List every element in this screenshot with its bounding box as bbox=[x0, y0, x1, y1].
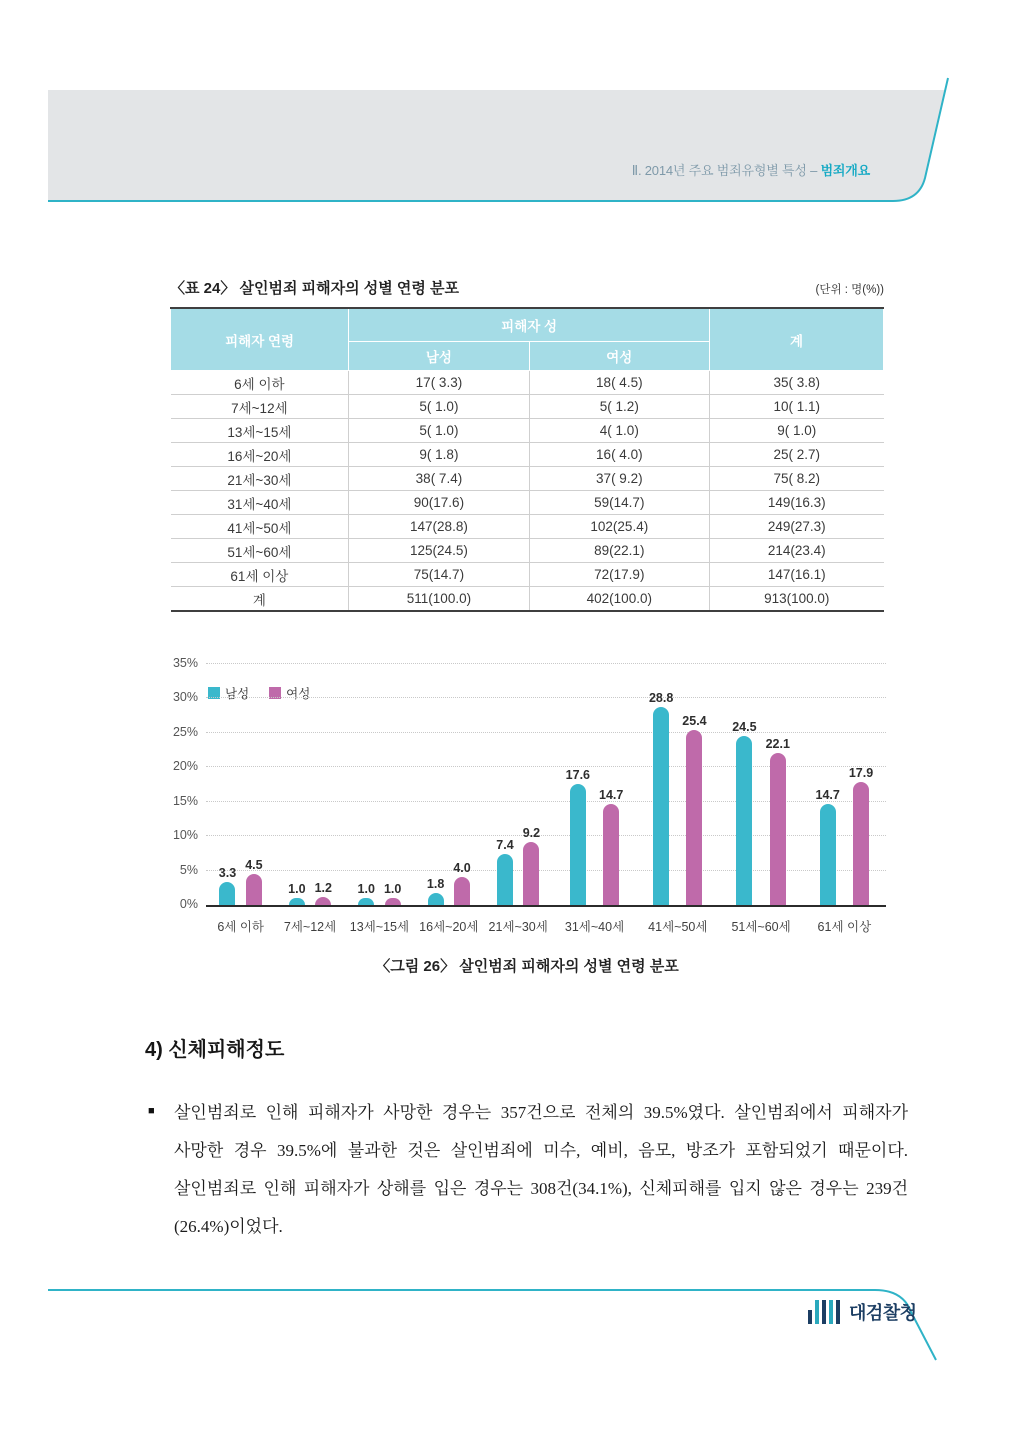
legend-label: 남성 bbox=[225, 687, 250, 701]
bar-value-label: 7.4 bbox=[496, 838, 514, 853]
table-cell: 7세~12세 bbox=[171, 395, 349, 419]
table-cell: 6세 이하 bbox=[234, 376, 285, 392]
bar bbox=[686, 730, 702, 905]
y-axis-tick-label: 10% bbox=[172, 828, 198, 843]
bar-with-label bbox=[427, 877, 444, 905]
table-cell: 149(16.3) bbox=[710, 491, 884, 515]
table-cell: 37( 9.2) bbox=[529, 467, 709, 491]
bar-value-label: 28.8 bbox=[648, 690, 674, 705]
legend-label: 여성 bbox=[286, 687, 311, 701]
table-cell: 18( 4.5) bbox=[529, 371, 709, 395]
y-axis-tick-label: 15% bbox=[172, 793, 198, 808]
col-header-gender-group: 피해자 성 bbox=[349, 308, 710, 342]
table-cell: 13세~15세 bbox=[171, 419, 349, 443]
figure-caption: 〈그림 26〉 살인범죄 피해자의 성별 연령 분포 bbox=[375, 958, 679, 975]
table-row bbox=[171, 371, 884, 395]
bar bbox=[770, 753, 786, 905]
gridline bbox=[206, 663, 886, 664]
section-paragraph bbox=[148, 1094, 908, 1246]
table-cell: 72(17.9) bbox=[529, 563, 709, 587]
bar bbox=[315, 897, 331, 905]
table-cell: 4( 1.0) bbox=[529, 419, 709, 443]
bar-with-label bbox=[732, 720, 756, 905]
y-axis-tick-label: 0% bbox=[179, 897, 198, 911]
table-cell: 35( 3.8) bbox=[710, 371, 884, 395]
col-header-male: 남성 bbox=[349, 342, 529, 371]
bar-group bbox=[731, 720, 791, 934]
table-cell: 75( 8.2) bbox=[710, 467, 884, 491]
bar-with-label bbox=[288, 882, 305, 905]
bar-value-label: 4.0 bbox=[453, 861, 471, 876]
bar-with-label bbox=[219, 866, 236, 905]
bar bbox=[246, 874, 262, 905]
prosecution-service-logo bbox=[808, 1300, 917, 1324]
table-cell: 75(14.7) bbox=[349, 563, 529, 587]
gridline bbox=[206, 697, 886, 698]
bar-group bbox=[648, 690, 708, 934]
bar bbox=[853, 782, 869, 905]
table-row bbox=[171, 443, 884, 467]
x-axis-category-label: 6세 이하 bbox=[217, 920, 265, 934]
table-cell: 59(14.7) bbox=[529, 491, 709, 515]
table-cell: 214(23.4) bbox=[710, 539, 884, 563]
table-cell: 5( 1.0) bbox=[349, 419, 529, 443]
bar-value-label: 9.2 bbox=[522, 825, 541, 840]
bar-value-label: 25.4 bbox=[682, 714, 707, 729]
bar bbox=[385, 898, 401, 905]
table-cell: 5( 1.0) bbox=[349, 395, 529, 419]
bar bbox=[358, 898, 374, 905]
table-row bbox=[171, 539, 884, 563]
x-axis-category-label: 31세~40세 bbox=[564, 920, 625, 934]
bar-with-label bbox=[245, 858, 262, 905]
bar bbox=[820, 804, 836, 905]
table-cell: 147(16.1) bbox=[710, 563, 884, 587]
bar bbox=[570, 784, 586, 905]
table-cell: 61세 이상 bbox=[171, 563, 349, 587]
bar-with-label bbox=[358, 882, 375, 905]
table-cell: 38( 7.4) bbox=[349, 467, 529, 491]
bar-with-label bbox=[599, 788, 623, 905]
breadcrumb-chapter: Ⅱ. 2014년 주요 범죄유형별 특성 – bbox=[631, 163, 821, 178]
table-row bbox=[171, 563, 884, 587]
bar-group bbox=[815, 765, 874, 934]
bar bbox=[736, 736, 752, 905]
victim-age-gender-table bbox=[170, 307, 884, 612]
bar bbox=[219, 882, 235, 905]
y-axis-tick-label: 20% bbox=[172, 759, 198, 774]
table-cell: 9( 1.8) bbox=[349, 443, 529, 467]
bar-group bbox=[217, 858, 265, 934]
bar bbox=[653, 707, 669, 905]
x-axis-category-label: 51세~60세 bbox=[731, 920, 791, 934]
table-cell: 25( 2.7) bbox=[710, 443, 884, 467]
top-banner-shape bbox=[0, 0, 1024, 220]
bar-with-label bbox=[766, 737, 790, 905]
bar-value-label: 17.9 bbox=[848, 765, 874, 780]
x-axis-category-label: 41세~50세 bbox=[648, 920, 708, 934]
bar-value-label: 1.0 bbox=[288, 882, 306, 897]
bar bbox=[523, 842, 539, 905]
table-title: 〈표 24〉 살인범죄 피해자의 성별 연령 분포 bbox=[170, 280, 460, 297]
bar bbox=[603, 804, 619, 905]
paragraph-text: 살인범죄로 인해 피해자가 사망한 경우는 357건으로 전체의 39.5%였다. 살인범죄에서 피해자가 사망한 경우 39.5%에 불과한 것은 살인범죄에 미수, 예비, 음모, 방조가 포함되었기 때문이다. 살인범죄로 인해 피해자가 상해를 입은 경우는 308건(34.1%), 신체피해를 입지 않은 경우는 239건(26.4%)이었다. bbox=[174, 1103, 908, 1236]
breadcrumb bbox=[380, 160, 870, 179]
bar bbox=[289, 898, 305, 905]
breadcrumb-section: 범죄개요 bbox=[820, 163, 870, 178]
table-cell: 16( 4.0) bbox=[529, 443, 709, 467]
chart-plot-area bbox=[206, 664, 886, 934]
bar-value-label: 22.1 bbox=[765, 736, 790, 751]
bar-group bbox=[349, 882, 410, 934]
bar-with-label bbox=[566, 768, 590, 905]
bar-value-label: 1.8 bbox=[426, 876, 445, 891]
table-cell: 511(100.0) bbox=[349, 587, 529, 612]
table-cell: 21세~30세 bbox=[171, 467, 349, 491]
bar-group bbox=[488, 825, 548, 934]
bar-value-label: 3.3 bbox=[218, 866, 237, 881]
table-cell: 89(22.1) bbox=[529, 539, 709, 563]
x-axis-category-label: 61세 이상 bbox=[817, 920, 872, 934]
bar bbox=[497, 854, 513, 905]
table-cell: 102(25.4) bbox=[529, 515, 709, 539]
x-axis-category-label: 16세~20세 bbox=[419, 920, 479, 934]
table-row bbox=[171, 467, 884, 491]
table-cell: 5( 1.2) bbox=[529, 395, 709, 419]
bar bbox=[428, 893, 444, 905]
bottom-border-shape bbox=[0, 1270, 1024, 1448]
table-cell: 147(28.8) bbox=[349, 515, 529, 539]
col-header-female: 여성 bbox=[529, 342, 709, 371]
table-row bbox=[171, 491, 884, 515]
bar-with-label bbox=[315, 881, 332, 905]
bar-value-label: 17.6 bbox=[565, 767, 591, 782]
logo-text: 대검찰청 bbox=[849, 1303, 917, 1323]
bar-value-label: 14.7 bbox=[815, 787, 840, 802]
bar-with-label bbox=[384, 882, 401, 905]
table-cell: 16세~20세 bbox=[171, 443, 349, 467]
table-cell: 51세~60세 bbox=[171, 539, 349, 563]
table-cell: 계 bbox=[171, 587, 349, 612]
table-cell: 17( 3.3) bbox=[349, 371, 529, 395]
bar bbox=[454, 877, 470, 905]
y-axis-tick-label: 25% bbox=[172, 724, 198, 739]
table-cell: 125(24.5) bbox=[349, 539, 529, 563]
bar-value-label: 4.5 bbox=[245, 858, 263, 873]
x-axis-category-label: 21세~30세 bbox=[488, 920, 548, 934]
bar-with-label bbox=[496, 838, 513, 905]
bar-group bbox=[283, 880, 337, 934]
col-header-age: 피해자 연령 bbox=[171, 308, 349, 371]
table-row bbox=[171, 587, 884, 612]
table-row bbox=[171, 419, 884, 443]
table-row bbox=[171, 395, 884, 419]
y-axis-tick-label: 35% bbox=[172, 656, 198, 670]
table-cell: 249(27.3) bbox=[710, 515, 884, 539]
section-heading: 4) 신체피해정도 bbox=[145, 1039, 285, 1061]
bar-value-label: 1.2 bbox=[314, 880, 332, 895]
table-cell: 402(100.0) bbox=[529, 587, 709, 612]
table-cell: 10( 1.1) bbox=[710, 395, 884, 419]
y-axis-tick-label: 30% bbox=[172, 690, 198, 705]
bar-with-label bbox=[849, 766, 873, 905]
table-cell: 913(100.0) bbox=[710, 587, 884, 612]
bar-group bbox=[419, 861, 479, 934]
bar-value-label: 24.5 bbox=[732, 720, 757, 735]
table-row bbox=[171, 515, 884, 539]
y-axis-tick-label: 5% bbox=[179, 862, 198, 877]
col-header-total: 계 bbox=[710, 308, 884, 371]
bar-with-label bbox=[523, 826, 540, 905]
bullet-icon: ■ bbox=[148, 1105, 155, 1117]
table-cell: 31세~40세 bbox=[171, 491, 349, 515]
table-cell: 41세~50세 bbox=[171, 515, 349, 539]
bar-with-label bbox=[682, 714, 706, 905]
prosecution-service-logo-icon bbox=[808, 1300, 840, 1324]
x-axis-category-label: 13세~15세 bbox=[349, 920, 410, 934]
bar-with-label bbox=[453, 861, 470, 905]
bar-group bbox=[564, 767, 625, 934]
bar-value-label: 1.0 bbox=[357, 882, 375, 897]
x-axis-category-label: 7세~12세 bbox=[283, 920, 337, 934]
bar-value-label: 1.0 bbox=[383, 882, 402, 897]
bar-value-label: 14.7 bbox=[599, 787, 624, 802]
age-gender-bar-chart bbox=[158, 652, 888, 952]
table-unit-label: (단위 : 명(%)) bbox=[815, 284, 884, 296]
bar-with-label bbox=[649, 691, 673, 905]
bar-with-label bbox=[816, 788, 840, 905]
table-cell: 90(17.6) bbox=[349, 491, 529, 515]
table-cell: 9( 1.0) bbox=[710, 419, 884, 443]
